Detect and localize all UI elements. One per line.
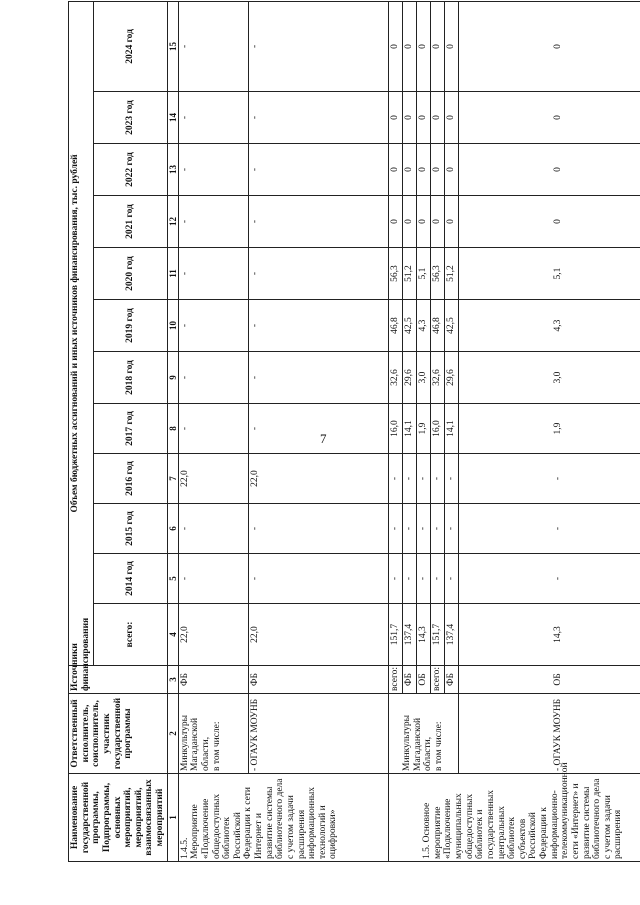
value-cell: - — [248, 92, 388, 144]
value-cell: - — [178, 554, 248, 604]
value-cell: - — [444, 454, 458, 504]
row-code: 1.4.5. — [179, 837, 190, 859]
value-cell: - — [430, 554, 444, 604]
header-year: 2016 год — [93, 454, 167, 504]
value-cell: 4,3 — [416, 300, 430, 352]
value-cell: 16,0 — [388, 404, 402, 454]
value-cell: 137,4 — [444, 604, 458, 666]
header-year: 2023 год — [93, 92, 167, 144]
value-cell: - — [402, 504, 416, 554]
value-cell: 32,6 — [430, 352, 444, 404]
executor-name: Минкультуры Магаданской области, — [401, 714, 434, 771]
value-cell: - — [416, 454, 430, 504]
column-number: 5 — [167, 554, 178, 604]
value-cell: - — [178, 144, 248, 196]
value-cell: - — [388, 454, 402, 504]
value-cell: 0 — [388, 92, 402, 144]
column-number: 7 — [167, 454, 178, 504]
value-cell: 22,0 — [178, 454, 248, 504]
value-cell: - — [444, 554, 458, 604]
column-number: 13 — [167, 144, 178, 196]
value-cell: - — [178, 92, 248, 144]
value-cell: 51,2 — [444, 248, 458, 300]
header-year: 2014 год — [93, 554, 167, 604]
source-cell: всего: — [430, 666, 444, 694]
value-cell: - — [248, 300, 388, 352]
header-source: Источники финансирования — [69, 666, 168, 694]
value-cell: 14,3 — [458, 604, 640, 666]
value-cell: - — [416, 504, 430, 554]
value-cell: - — [458, 504, 640, 554]
value-cell: 1,9 — [416, 404, 430, 454]
value-cell: - — [430, 454, 444, 504]
value-cell: - — [178, 196, 248, 248]
column-number: 1 — [167, 774, 178, 862]
executor-note: в том числе: — [433, 721, 444, 771]
value-cell: 0 — [430, 1, 444, 91]
column-number: 2 — [167, 694, 178, 774]
value-cell: 56,3 — [430, 248, 444, 300]
value-cell: 0 — [444, 196, 458, 248]
value-cell: - — [248, 504, 388, 554]
value-cell: 0 — [444, 92, 458, 144]
value-cell: - — [248, 352, 388, 404]
value-cell: - — [248, 404, 388, 454]
value-cell: 0 — [388, 1, 402, 91]
value-cell: - — [458, 554, 640, 604]
header-year: 2020 год — [93, 248, 167, 300]
source-cell: ФБ — [444, 666, 458, 694]
source-cell: ФБ — [402, 666, 416, 694]
column-number: 4 — [167, 604, 178, 666]
value-cell: 22,0 — [248, 604, 388, 666]
source-cell: всего: — [388, 666, 402, 694]
column-number: 10 — [167, 300, 178, 352]
source-cell: ОБ — [416, 666, 430, 694]
value-cell: 14,1 — [444, 404, 458, 454]
header-year: 2019 год — [93, 300, 167, 352]
value-cell: - — [248, 144, 388, 196]
value-cell: 0 — [416, 144, 430, 196]
value-cell: - — [248, 248, 388, 300]
value-cell: 0 — [402, 92, 416, 144]
value-cell: 22,0 — [248, 454, 388, 504]
source-cell: ФБ — [248, 666, 388, 694]
column-number: 9 — [167, 352, 178, 404]
row-name: Мероприятие «Подключение общедоступных библиотек Российской Федерации к сети Интернет и развитие системы библиотечного дела с учетом задачи расширения информационных технологий и оцифровки» — [190, 778, 339, 859]
value-cell: 0 — [458, 1, 640, 91]
value-cell: 0 — [388, 196, 402, 248]
row-name: 1.5. Основное мероприятие «Подключение муниципальных общедоступных библиотек и государственных центральных библиотек субъектов Российской Федерации к информационно-телекоммуникационной сети «Интернет» и развитие системы библиотечного дела с учетом задачи расширения — [388, 774, 640, 862]
row-name-cell — [178, 774, 388, 862]
executor-cell: - ОГАУК МОУНБ — [248, 694, 388, 774]
executor-cell — [178, 694, 248, 774]
column-number: 12 — [167, 196, 178, 248]
value-cell: 14,3 — [416, 604, 430, 666]
value-cell: 0 — [416, 1, 430, 91]
column-number: 14 — [167, 92, 178, 144]
value-cell: 3,0 — [416, 352, 430, 404]
value-cell: 32,6 — [388, 352, 402, 404]
value-cell: - — [178, 248, 248, 300]
value-cell: - — [178, 352, 248, 404]
value-cell: - — [388, 554, 402, 604]
value-cell: 42,5 — [402, 300, 416, 352]
header-name: Наименование государственной программы, Подпрограммы, основных мероприятий, мероприятий, взаимосвязанных мероприятий — [69, 774, 168, 862]
value-cell: 51,2 — [402, 248, 416, 300]
value-cell: 16,0 — [430, 404, 444, 454]
value-cell: - — [178, 300, 248, 352]
value-cell: 22,0 — [178, 604, 248, 666]
executor-cell: - ОГАУК МОУНБ — [458, 694, 640, 774]
value-cell: 0 — [430, 196, 444, 248]
value-cell: 3,0 — [458, 352, 640, 404]
value-cell: 0 — [444, 1, 458, 91]
executor-name: Минкультуры Магаданской области, — [179, 714, 211, 771]
header-year: 2015 год — [93, 504, 167, 554]
value-cell: 1,9 — [458, 404, 640, 454]
value-cell: 14,1 — [402, 404, 416, 454]
value-cell: - — [416, 554, 430, 604]
rotated-page — [68, 2, 640, 862]
header-year: 2024 год — [93, 1, 167, 91]
value-cell: 56,3 — [388, 248, 402, 300]
value-cell: 0 — [388, 144, 402, 196]
value-cell: - — [248, 1, 388, 91]
page-number: 7 — [320, 431, 327, 446]
value-cell: 0 — [458, 92, 640, 144]
header-executor: Ответственный исполнитель, соисполнитель, участник государственной программы — [69, 694, 168, 774]
value-cell: 0 — [402, 144, 416, 196]
value-cell: 0 — [430, 92, 444, 144]
value-cell: 0 — [402, 196, 416, 248]
budget-table — [68, 1, 640, 862]
value-cell: 151,7 — [430, 604, 444, 666]
value-cell: 137,4 — [402, 604, 416, 666]
value-cell: 0 — [444, 144, 458, 196]
source-cell: ФБ — [178, 666, 248, 694]
value-cell: - — [178, 504, 248, 554]
value-cell: - — [248, 196, 388, 248]
value-cell: 29,6 — [402, 352, 416, 404]
value-cell: 151,7 — [388, 604, 402, 666]
value-cell: - — [402, 454, 416, 504]
value-cell: - — [178, 1, 248, 91]
header-year: 2017 год — [93, 404, 167, 454]
value-cell: 0 — [416, 92, 430, 144]
value-cell: 0 — [416, 196, 430, 248]
value-cell: - — [430, 504, 444, 554]
value-cell: 46,8 — [388, 300, 402, 352]
header-year: 2021 год — [93, 196, 167, 248]
value-cell: 0 — [430, 144, 444, 196]
value-cell: - — [388, 504, 402, 554]
value-cell: 0 — [402, 1, 416, 91]
value-cell: - — [178, 404, 248, 454]
column-number: 8 — [167, 404, 178, 454]
header-year: 2018 год — [93, 352, 167, 404]
value-cell: 5,1 — [458, 248, 640, 300]
executor-cell — [388, 694, 458, 774]
column-number: 3 — [167, 666, 178, 694]
value-cell: - — [444, 504, 458, 554]
value-cell: 0 — [458, 196, 640, 248]
header-total: всего: — [93, 604, 167, 666]
value-cell: 46,8 — [430, 300, 444, 352]
value-cell: - — [458, 454, 640, 504]
column-number: 15 — [167, 1, 178, 91]
header-funding-group: Объем бюджетных ассигнований и иных источников финансирования, тыс. рублей — [69, 1, 94, 665]
column-number: 11 — [167, 248, 178, 300]
value-cell: - — [248, 554, 388, 604]
value-cell: 5,1 — [416, 248, 430, 300]
value-cell: 0 — [458, 144, 640, 196]
column-number: 6 — [167, 504, 178, 554]
header-year: 2022 год — [93, 144, 167, 196]
value-cell: 29,6 — [444, 352, 458, 404]
value-cell: 4,3 — [458, 300, 640, 352]
value-cell: - — [402, 554, 416, 604]
executor-note: в том числе: — [211, 721, 222, 771]
source-cell: ОБ — [458, 666, 640, 694]
value-cell: 42,5 — [444, 300, 458, 352]
